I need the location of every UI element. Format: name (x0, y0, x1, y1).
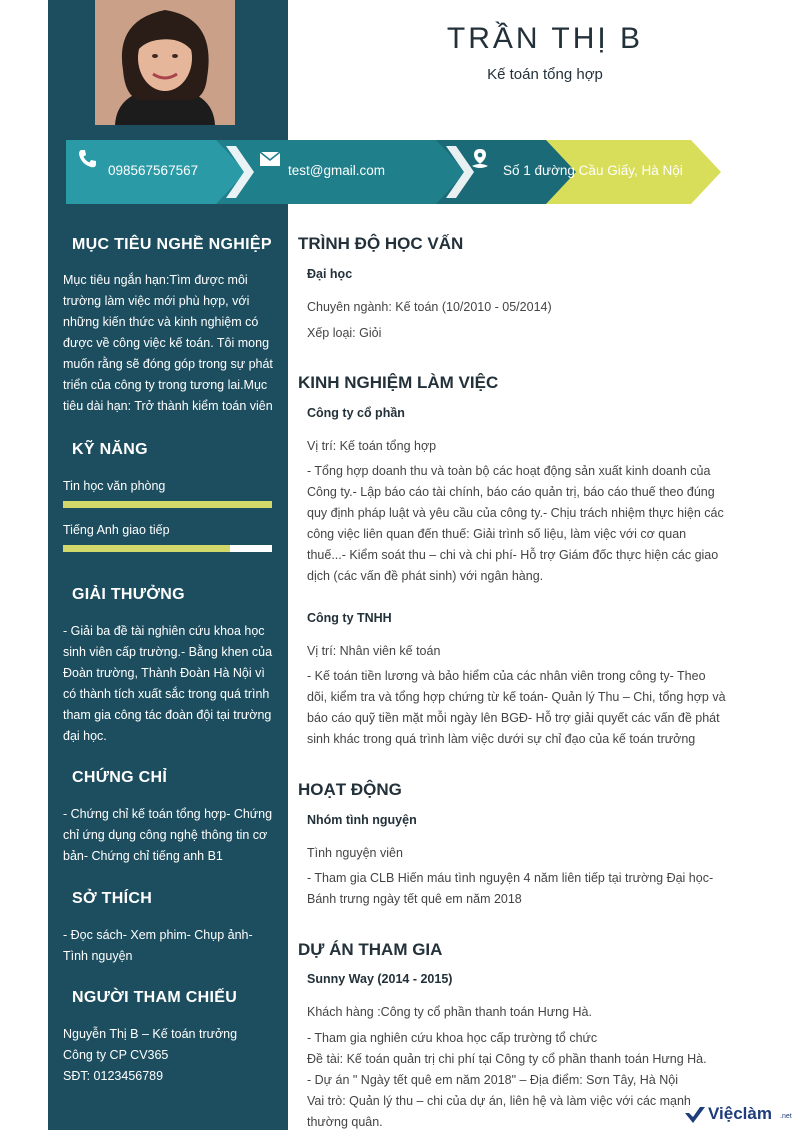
reference-line: Nguyễn Thị B – Kế toán trưởng (63, 1027, 238, 1041)
logo-brand: Việclàm (708, 1104, 772, 1123)
job-position: Vị trí: Kế toán tổng hợp (307, 439, 437, 453)
location-icon (469, 148, 491, 170)
project-line: - Tham gia nghiên cứu khoa học cấp trường tổ chức (307, 1031, 598, 1045)
job-title: Kế toán tổng hợp (487, 66, 603, 83)
education-major: Chuyên ngành: Kế toán (10/2010 - 05/2014) (307, 300, 552, 314)
job-position: Vị trí: Nhân viên kế toán (307, 644, 441, 658)
education-heading: TRÌNH ĐỘ HỌC VẤN (298, 234, 464, 253)
logo-suffix: .net (780, 1113, 792, 1120)
activity-description: - Tham gia CLB Hiến máu tình nguyện 4 năm liên tiếp tại trường Đại học- Bánh trưng ngày tết quê em năm 2018 (307, 871, 714, 906)
phone-icon (76, 148, 98, 170)
skill-fill (63, 501, 272, 508)
candidate-name: TRẦN THỊ B (446, 22, 644, 55)
project-line: Đề tài: Kế toán quản trị chi phí tại Công ty cổ phần thanh toán Hưng Hà. (307, 1052, 707, 1066)
hobbies-heading: SỞ THÍCH (72, 890, 153, 907)
job-description: - Tổng hợp doanh thu và toàn bộ các hoạt động sản xuất kinh doanh của Công ty.- Lập báo cáo tài chính, báo cáo quản trị, báo cáo thuế theo đúng quy định pháp luật và yêu cầu của công ty.- Chịu trách nhiệm thực hiện các công việc liên quan đến thuế: Giải trình số liệu, làm việc với cơ quan thuế...- Kiểm soát thu – chi và chi phí- Hỗ trợ Giám đốc thực hiện các giao dịch (các vấn đề phát sinh) với ngân hàng. (307, 464, 724, 583)
reference-line: Công ty CP CV365 (63, 1048, 169, 1062)
skills-heading: KỸ NĂNG (72, 441, 148, 458)
contact-address: Số 1 đường Cầu Giấy, Hà Nội (503, 163, 683, 178)
project-line: Vai trò: Quản lý thu – chi của dự án, liên hệ và làm việc với các mạnh thường quân. (307, 1094, 691, 1129)
profile-photo (95, 0, 235, 125)
mail-icon (259, 148, 281, 170)
experience-heading: KINH NGHIỆM LÀM VIỆC (298, 373, 499, 392)
awards-heading: GIẢI THƯỞNG (72, 586, 185, 603)
education-grade: Xếp loại: Giỏi (307, 326, 382, 340)
objective-heading: MỤC TIÊU NGHỀ NGHIỆP (72, 236, 272, 253)
education-school: Đại học (307, 267, 353, 281)
skill-bar (63, 545, 272, 552)
contact-phone: 098567567567 (108, 163, 199, 178)
checkmark-icon (684, 1105, 706, 1125)
job-description: - Kế toán tiền lương và bảo hiểm của các nhân viên trong công ty- Theo dõi, kiểm tra và tổng hợp chứng từ kế toán- Quản lý Thu – Chi, tổng hợp và báo cáo quỹ tiền mặt mỗi ngày lên BGĐ- Hỗ trợ giải quyết các vấn đề phát sinh khác trong quá trình làm việc dưới sự chỉ đạo của kế toán trưởng (307, 669, 726, 746)
skill-bar (63, 501, 272, 508)
skill-label: Tiếng Anh giao tiếp (63, 523, 170, 537)
activities-heading: HOẠT ĐỘNG (298, 780, 402, 799)
activity-role: Tình nguyện viên (307, 846, 403, 860)
contact-email: test@gmail.com (288, 163, 385, 178)
objective-text: Mục tiêu ngắn hạn:Tìm được môi trường làm việc mới phù hợp, với những kiến thức và kinh nghiệm có được về công việc kế toán. Tôi mong muốn rằng sẽ đóng góp trong sự phát triển của công ty trong tương lai.Mục tiêu dài hạn: Trở thành kiểm toán viên (63, 273, 273, 413)
job-company: Công ty cổ phần (307, 406, 405, 420)
hobbies-text: - Đọc sách- Xem phim- Chụp ảnh- Tình nguyện (63, 928, 253, 963)
job-company: Công ty TNHH (307, 611, 392, 625)
certificates-heading: CHỨNG CHỈ (72, 769, 168, 786)
references-heading: NGƯỜI THAM CHIẾU (72, 989, 238, 1006)
project-client: Khách hàng :Công ty cổ phần thanh toán Hưng Hà. (307, 1005, 592, 1019)
project-line: - Dự án " Ngày tết quê em năm 2018" – Địa điểm: Sơn Tây, Hà Nội (307, 1073, 678, 1087)
skill-fill (63, 545, 230, 552)
awards-text: - Giải ba đề tài nghiên cứu khoa học sinh viên cấp trường.- Bằng khen của Đoàn trường, Thành Đoàn Hà Nội vì có thành tích xuất sắc trong quá trình tham gia công tác đoàn đội tại trường đại học. (63, 624, 273, 743)
reference-line: SĐT: 0123456789 (63, 1069, 164, 1083)
certificates-text: - Chứng chỉ kế toán tổng hợp- Chứng chỉ ứng dụng công nghệ thông tin cơ bản- Chứng chỉ tiếng anh B1 (63, 807, 273, 863)
skill-label: Tin học văn phòng (63, 479, 166, 493)
project-name: Sunny Way (2014 - 2015) (307, 972, 453, 986)
contact-band (66, 140, 726, 204)
vieclam-logo (684, 1104, 794, 1126)
activity-org: Nhóm tình nguyện (307, 813, 417, 827)
projects-heading: DỰ ÁN THAM GIA (298, 940, 443, 959)
